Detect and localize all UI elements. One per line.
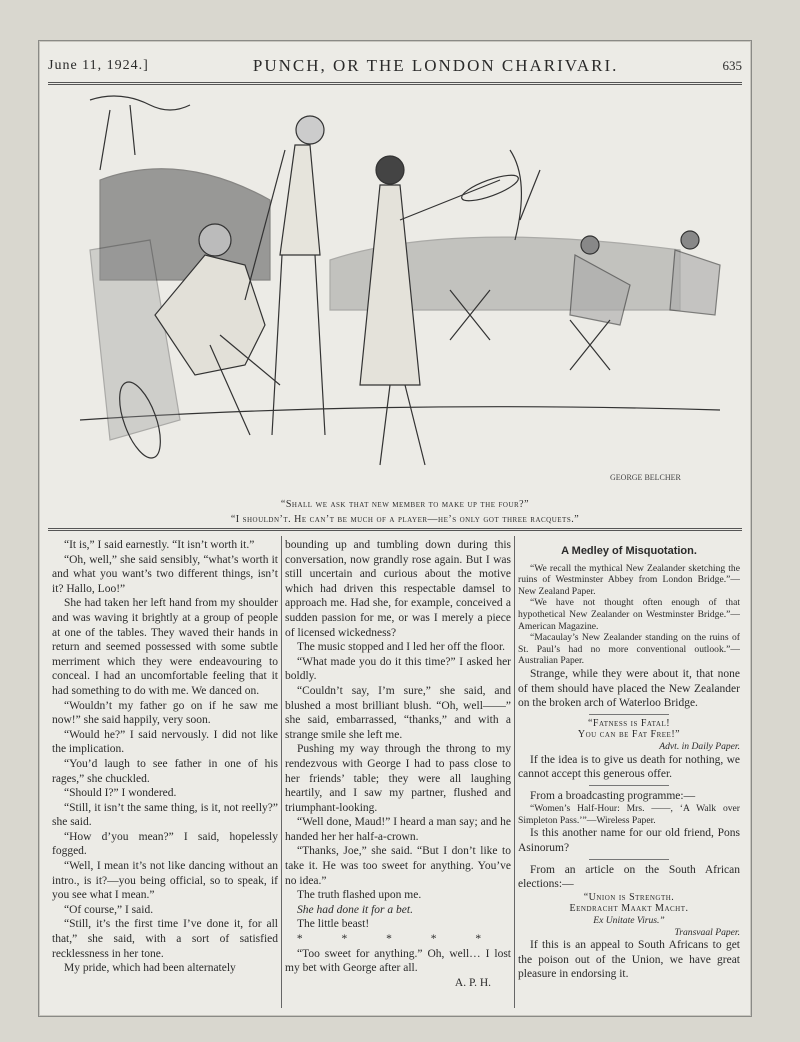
column-3 — [518, 538, 740, 1008]
paragraph: My pride, which had been alternately — [64, 962, 236, 975]
paragraph: “How d’you mean?” I said, hopelessly fogged. — [52, 830, 278, 858]
paragraph: She had taken her left hand from my shoulder and was waving it brightly at a group of people at one of the tables. They waved their hands in return and seemed possessed with some subtle merriment which they were endeavouring to conceal. I had an uncomfortable feeling that it had something to do with me. We danced on. — [52, 597, 278, 697]
paragraph: “Still, it isn’t the same thing, is it, not reelly?” she said. — [52, 801, 278, 829]
paragraph: Pushing my way through the throng to my rendezvous with George I had to pass close to her friends’ table; they were all laughing heartily, and I saw my partner, flushed and triumphant-looking. — [285, 743, 511, 814]
caption-line-1: “Shall we ask that new member to make up the four?” — [280, 499, 530, 510]
paragraph: “Oh, well,” she said sensibly, “what’s worth it and what you want’s two different things, isn’t it? Hallo, Loo!” — [52, 553, 278, 595]
issue-date: June 11, 1924.] — [48, 58, 149, 73]
quotation: “Union is Strength. — [583, 891, 675, 903]
publication-title: PUNCH, OR THE LONDON CHARIVARI. — [252, 56, 619, 75]
quotation-source: Transvaal Paper. — [674, 926, 740, 938]
cartoon-caption — [60, 497, 750, 527]
page-number: 635 — [722, 58, 742, 73]
paragraph: The truth flashed upon me. — [297, 889, 422, 902]
column-1 — [52, 538, 278, 1008]
divider — [589, 714, 669, 715]
quotation: You can be Fat Free!” — [577, 729, 681, 741]
column-divider — [514, 536, 515, 1008]
paragraph: Strange, while they were about it, that none of them should have placed the New Zealander on the broken arch of Waterloo Bridge. — [518, 667, 740, 710]
paragraph: “Well done, Maud!” I heard a man say; and he handed her her half-a-crown. — [285, 816, 511, 843]
paragraph: “Thanks, Joe,” she said. “But I don’t like to take it. He was too sweet for anything. You’ve no idea.” — [285, 845, 511, 887]
paragraph: “What made you do it this time?” I asked her boldly. — [285, 655, 511, 683]
quotation: “We have not thought often enough of that hypothetical New Zealander on Westminster Bridge.”—American Magazine. — [518, 597, 740, 632]
column-2 — [285, 538, 511, 1008]
paragraph: “Should I?” I wondered. — [64, 787, 177, 800]
caption-line-2: “I shouldn’t. He can’t be much of a player—he’s only got three racquets.” — [230, 514, 580, 525]
column-divider — [281, 536, 282, 1008]
divider — [589, 859, 669, 860]
paragraph: bounding up and tumbling down during this conversation, now grandly rose again. But I was still uncertain and curious about the motive which had driven this respectable damsel to approach me. Had she, for example, conceived a sudden passion for me, or was I merely a piece of licensed wickedness? — [285, 539, 511, 639]
quotation: “Women’s Half-Hour: Mrs. ——, ‘A Walk over Simpleton Pass.’”—Wireless Paper. — [518, 803, 740, 826]
paragraph: Is this another name for our old friend, Pons Asinorum? — [518, 827, 740, 855]
paragraph: If this is an appeal to South Africans to get the poison out of the Union, we have great pleasure in endorsing it. — [518, 939, 740, 981]
cartoon-illustration — [70, 90, 730, 490]
quotation: “Fatness is Fatal! — [587, 717, 671, 729]
paragraph: “Couldn’t say, I’m sure,” she said, and blushed a most brilliant blush. “Oh, well——” she said, embarrassed, “thanks,” and with a strange smile she left me. — [285, 684, 511, 741]
quotation: “Macaulay’s New Zealander standing on the ruins of St. Paul’s had no more conventional outlook.”—Australian Paper. — [518, 632, 740, 667]
paragraph: If the idea is to give us death for nothing, we cannot accept this generous offer. — [518, 753, 740, 781]
quotation-source: Advt. in Daily Paper. — [659, 740, 740, 752]
paragraph: “You’d laugh to see father in one of his rages,” she chuckled. — [52, 757, 278, 785]
paragraph: “Wouldn’t my father go on if he saw me now!” she said happily, very soon. — [52, 699, 278, 727]
paragraph: “Well, I mean it’s not like dancing without an intro., is it?—you being official, so to speak, if you see what I mean.” — [52, 860, 278, 902]
page-header — [48, 50, 742, 85]
paragraph: “Still, it’s the first time I’ve done it, for all that,” she said, with a sort of satisfied recklessness in her tone. — [52, 918, 278, 960]
section-divider — [48, 528, 742, 531]
paragraph: “It is,” I said earnestly. “It isn’t worth it.” — [64, 539, 255, 551]
quotation: “We recall the mythical New Zealander sketching the ruins of Westminster Abbey from London Bridge.”—New Zealand Paper. — [518, 562, 740, 597]
quotation: Eendracht Maakt Macht. — [569, 903, 689, 915]
paragraph: The little beast! — [297, 918, 370, 931]
artist-signature: GEORGE BELCHER — [610, 473, 681, 482]
quotation: Ex Unitate Virus.” — [593, 915, 665, 927]
paragraph: From an article on the South African elections:— — [518, 863, 740, 891]
paragraph: “Of course,” I said. — [64, 903, 154, 916]
paragraph: From a broadcasting programme:— — [530, 789, 696, 802]
paragraph: The music stopped and I led her off the floor. — [297, 641, 506, 654]
paragraph: She had done it for a bet. — [297, 903, 413, 916]
article-title: A Medley of Misquotation. — [561, 545, 697, 557]
section-stars: * * * * * — [296, 933, 500, 946]
author-signature: A. P. H. — [454, 976, 491, 989]
paragraph: “Would he?” I said nervously. I did not like the implication. — [52, 728, 278, 756]
paragraph: “Too sweet for anything.” Oh, well… I lost my bet with George after all. — [285, 947, 511, 975]
divider — [589, 785, 669, 786]
